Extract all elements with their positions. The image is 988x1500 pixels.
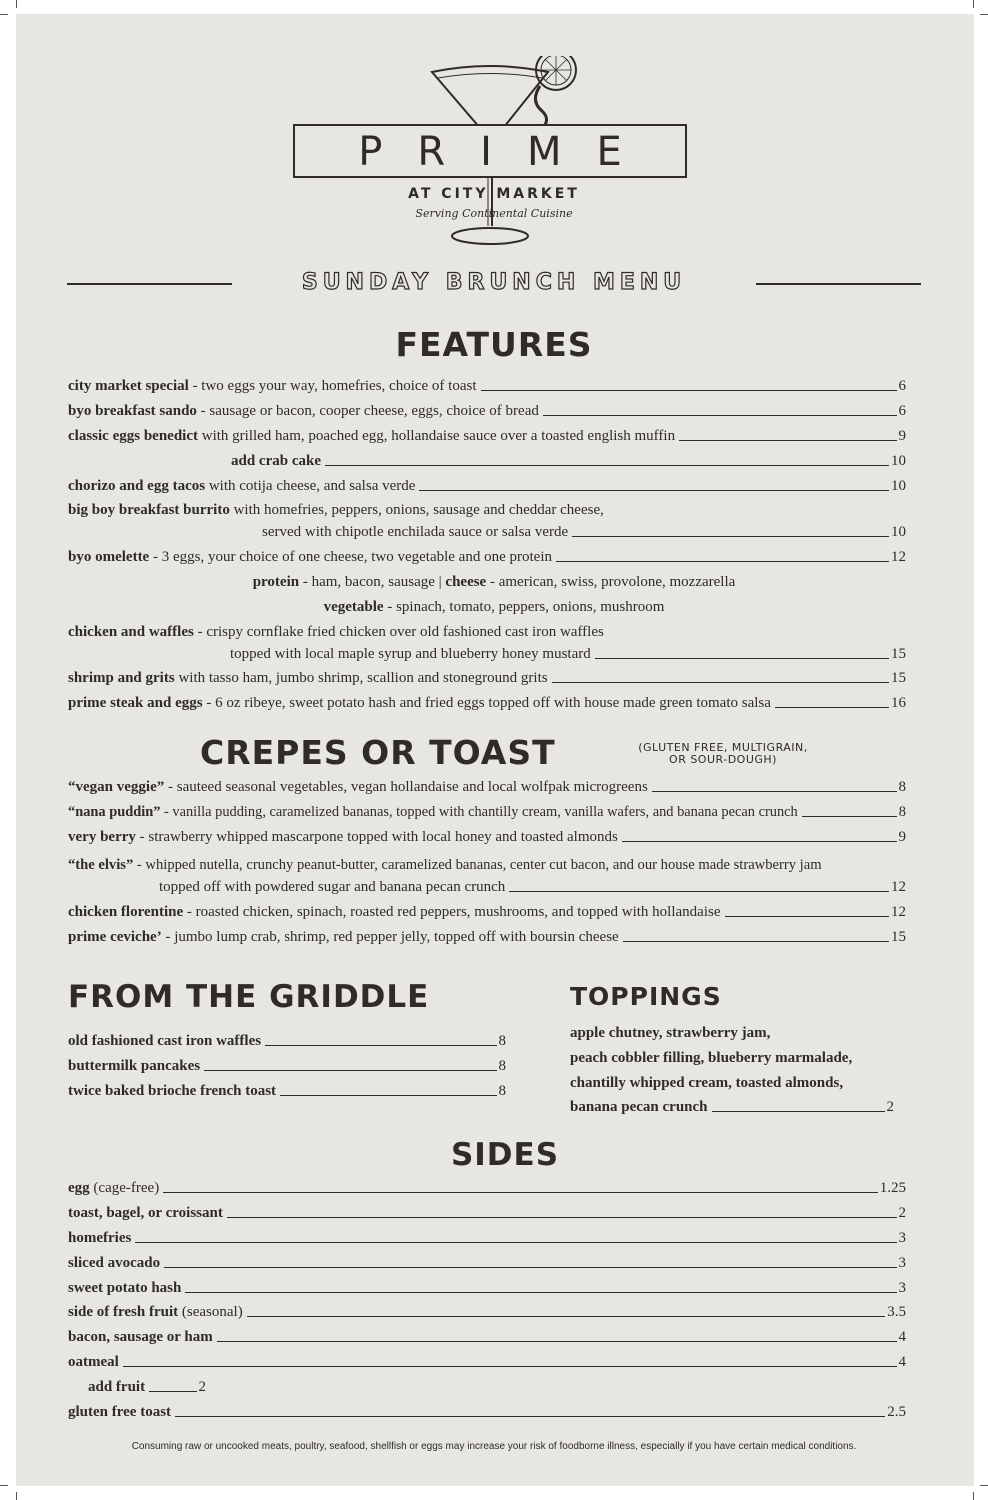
item-name: byo breakfast sando: [68, 403, 197, 419]
menu-item: [68, 669, 906, 687]
item-desc: - 3 eggs, your choice of one cheese, two vegetable and one protein: [149, 549, 552, 565]
menu-item-cont: [159, 878, 906, 896]
crepes-note-line2: OR SOUR-DOUGH): [669, 753, 777, 766]
menu-item: [68, 1179, 906, 1197]
item-desc-cont: served with chipotle enchilada sauce or salsa verde: [262, 524, 569, 540]
toppings-heading: TOPPINGS: [570, 982, 722, 1011]
menu-item: [68, 477, 906, 495]
item-desc: - strawberry whipped mascarpone topped with local honey and toasted almonds: [135, 829, 618, 845]
item-name: “nana puddin”: [68, 804, 161, 820]
logo-tagline: Serving Continental Cuisine: [415, 207, 573, 220]
menu-item: [68, 1204, 906, 1222]
leader-line: [622, 841, 897, 842]
item-name: shrimp and grits: [68, 670, 175, 686]
menu-item: [68, 778, 906, 796]
item-desc: with tasso ham, jumbo shrimp, scallion and stoneground grits: [174, 670, 548, 686]
leader-line: [775, 707, 889, 708]
leader-line: [556, 561, 889, 562]
menu-item: [68, 427, 906, 445]
leader-line: [204, 1070, 496, 1071]
leader-line: [164, 1267, 896, 1268]
leader-line: [802, 816, 897, 817]
item-name: bacon, sausage or ham: [68, 1329, 213, 1345]
food-safety-disclaimer: Consuming raw or uncooked meats, poultry, seafood, shellfish or eggs may increase your risk of foodborne illness, especially if you have certain medical conditions.: [131, 1441, 857, 1452]
menu-item: [68, 1353, 906, 1371]
leader-line: [725, 916, 890, 917]
item-name: city market special: [68, 378, 189, 394]
item-desc: with cotija cheese, and salsa verde: [205, 478, 416, 494]
leader-line: [652, 791, 897, 792]
item-price: 15: [891, 929, 906, 945]
item-price: 1.25: [879, 1180, 906, 1196]
item-price: 10: [891, 524, 906, 540]
item-desc: - two eggs your way, homefries, choice of toast: [188, 378, 477, 394]
item-name: big boy breakfast burrito: [68, 502, 230, 518]
item-desc: - jumbo lump crab, shrimp, red pepper jelly, topped off with boursin cheese: [161, 929, 619, 945]
item-price: 8: [498, 1058, 506, 1074]
item-price: 3: [898, 1280, 906, 1296]
omelette-options-line2: [0, 598, 988, 616]
item-name: homefries: [68, 1230, 132, 1246]
menu-item: [68, 1082, 506, 1100]
leader-line: [552, 682, 889, 683]
sides-heading: SIDES: [450, 1137, 560, 1173]
item-name: twice baked brioche french toast: [68, 1083, 277, 1099]
leader-line: [509, 891, 889, 892]
menu-item: [68, 377, 906, 395]
menu-item: [68, 694, 906, 712]
item-name: very berry: [68, 829, 136, 845]
item-price: 12: [891, 549, 906, 565]
item-name: byo omelette: [68, 549, 150, 565]
leader-line: [623, 941, 889, 942]
item-name: oatmeal: [68, 1354, 119, 1370]
item-name: classic eggs benedict: [68, 428, 198, 444]
item-price: 4: [898, 1354, 906, 1370]
logo: [0, 0, 988, 260]
menu-item: [68, 1254, 906, 1272]
toppings-last: banana pecan crunch: [570, 1099, 708, 1115]
crop-mark: [973, 1492, 974, 1500]
menu-item: [68, 903, 906, 921]
item-desc: - roasted chicken, spinach, roasted red peppers, mushrooms, and topped with hollandaise: [183, 904, 721, 920]
crepes-heading: CREPES OR TOAST: [200, 733, 556, 772]
item-price: 6: [898, 378, 906, 394]
option-label: vegetable: [323, 599, 384, 615]
crepes-note-line1: (GLUTEN FREE, MULTIGRAIN,: [638, 741, 808, 754]
option-text: - spinach, tomato, peppers, onions, mushroom: [383, 599, 665, 615]
crop-mark: [16, 1492, 17, 1500]
item-name: side of fresh fruit: [68, 1304, 179, 1320]
leader-line: [185, 1292, 896, 1293]
menu-item: [68, 1328, 906, 1346]
menu-item: [68, 402, 906, 420]
griddle-heading: FROM THE GRIDDLE: [68, 979, 430, 1015]
menu-item: [68, 1229, 906, 1247]
menu-item: [68, 548, 906, 566]
crepes-note: [598, 742, 848, 766]
menu-item: [68, 1032, 506, 1050]
menu-item: [68, 1057, 506, 1075]
option-text: - american, swiss, provolone, mozzarella: [486, 574, 736, 590]
item-name: toast, bagel, or croissant: [68, 1205, 223, 1221]
menu-item: [68, 501, 604, 519]
omelette-options-line1: [0, 573, 988, 591]
menu-item: [68, 803, 906, 821]
item-name: “the elvis”: [68, 857, 134, 873]
menu-item: [68, 623, 604, 641]
leader-line: [123, 1366, 897, 1367]
item-name: old fashioned cast iron waffles: [68, 1033, 262, 1049]
item-name: add fruit: [88, 1379, 146, 1395]
item-price: 9: [898, 428, 906, 444]
menu-item: [88, 1378, 206, 1396]
option-text: - ham, bacon, sausage |: [299, 574, 446, 590]
item-desc: with grilled ham, poached egg, hollandaise sauce over a toasted english muffin: [197, 428, 676, 444]
menu-item: [68, 1403, 906, 1421]
item-desc: - 6 oz ribeye, sweet potato hash and fried eggs topped off with house made green tomato salsa: [202, 695, 771, 711]
menu-item: [68, 1303, 906, 1321]
item-name: chorizo and egg tacos: [68, 478, 206, 494]
item-price: 8: [498, 1033, 506, 1049]
menu-item-cont: [230, 645, 906, 663]
item-name: “vegan veggie”: [68, 779, 165, 795]
menu-item: [68, 828, 906, 846]
item-name: sliced avocado: [68, 1255, 161, 1271]
item-price: 2: [198, 1379, 206, 1395]
option-label: cheese: [445, 574, 487, 590]
item-desc: - sausage or bacon, cooper cheese, eggs, choice of bread: [196, 403, 539, 419]
item-name: gluten free toast: [68, 1404, 172, 1420]
item-price: 6: [898, 403, 906, 419]
item-name: buttermilk pancakes: [68, 1058, 201, 1074]
item-desc-cont: topped off with powdered sugar and banana pecan crunch: [159, 879, 506, 895]
item-desc: - sauteed seasonal vegetables, vegan hollandaise and local wolfpak microgreens: [164, 779, 648, 795]
item-name: chicken florentine: [68, 904, 184, 920]
leader-line: [481, 390, 897, 391]
toppings-line: chantilly whipped cream, toasted almonds,: [570, 1075, 844, 1091]
item-price: 3: [898, 1255, 906, 1271]
item-desc-cont: topped with local maple syrup and blueberry honey mustard: [230, 646, 591, 662]
item-price: 15: [891, 670, 906, 686]
item-price: 10: [891, 478, 906, 494]
item-price: 12: [891, 879, 906, 895]
item-name: prime ceviche’: [68, 929, 162, 945]
item-desc: with homefries, peppers, onions, sausage and cheddar cheese,: [229, 502, 604, 518]
menu-title: SUNDAY BRUNCH MENU: [301, 270, 687, 295]
menu-item: [68, 1279, 906, 1297]
leader-line: [135, 1242, 896, 1243]
leader-line: [595, 658, 889, 659]
item-price: 10: [891, 453, 906, 469]
item-price: 3: [898, 1230, 906, 1246]
menu-item: [68, 856, 822, 874]
leader-line: [543, 415, 897, 416]
item-desc: (cage-free): [89, 1180, 160, 1196]
logo-box: [293, 124, 687, 178]
item-price: 8: [898, 779, 906, 795]
item-name: chicken and waffles: [68, 624, 194, 640]
menu-item-cont: [262, 523, 906, 541]
option-label: protein: [252, 574, 300, 590]
toppings-price: 2: [886, 1099, 894, 1115]
leader-line: [679, 440, 896, 441]
item-price: 12: [891, 904, 906, 920]
toppings-line: peach cobbler filling, blueberry marmalade,: [570, 1050, 853, 1066]
item-name: egg: [68, 1180, 90, 1196]
leader-line: [280, 1095, 496, 1096]
leader-line: [227, 1217, 897, 1218]
item-desc: - vanilla pudding, caramelized bananas, topped with chantilly cream, vanilla wafers, and banana pecan crunch: [160, 804, 798, 820]
leader-line: [149, 1391, 196, 1392]
leader-line: [175, 1416, 885, 1417]
item-price: 4: [898, 1329, 906, 1345]
menu-item: [231, 452, 906, 470]
menu-item: [68, 928, 906, 946]
item-price: 8: [498, 1083, 506, 1099]
item-name: sweet potato hash: [68, 1280, 182, 1296]
toppings-price-line: [570, 1098, 894, 1116]
item-name: prime steak and eggs: [68, 695, 203, 711]
features-heading: FEATURES: [395, 325, 593, 364]
leader-line: [419, 490, 889, 491]
item-desc: (seasonal): [178, 1304, 243, 1320]
item-desc: - whipped nutella, crunchy peanut-butter, caramelized bananas, center cut bacon, and our house made strawberry jam: [133, 857, 822, 873]
crop-mark: [0, 1485, 8, 1486]
leader-line: [325, 465, 889, 466]
item-price: 16: [891, 695, 906, 711]
leader-line: [712, 1111, 885, 1112]
item-price: 3.5: [887, 1304, 906, 1320]
leader-line: [247, 1316, 886, 1317]
item-price: 8: [898, 804, 906, 820]
toppings-line: apple chutney, strawberry jam,: [570, 1025, 771, 1041]
logo-wordmark: PRIME: [358, 129, 657, 175]
item-name: add crab cake: [231, 453, 321, 469]
leader-line: [265, 1045, 496, 1046]
item-price: 9: [898, 829, 906, 845]
leader-line: [163, 1192, 878, 1193]
item-price: 2: [898, 1205, 906, 1221]
crop-mark: [980, 1485, 988, 1486]
logo-subtitle: AT CITY MARKET: [408, 186, 580, 202]
item-price: 15: [891, 646, 906, 662]
leader-line: [217, 1341, 897, 1342]
leader-line: [572, 536, 889, 537]
item-price: 2.5: [887, 1404, 906, 1420]
item-desc: - crispy cornflake fried chicken over old fashioned cast iron waffles: [193, 624, 604, 640]
